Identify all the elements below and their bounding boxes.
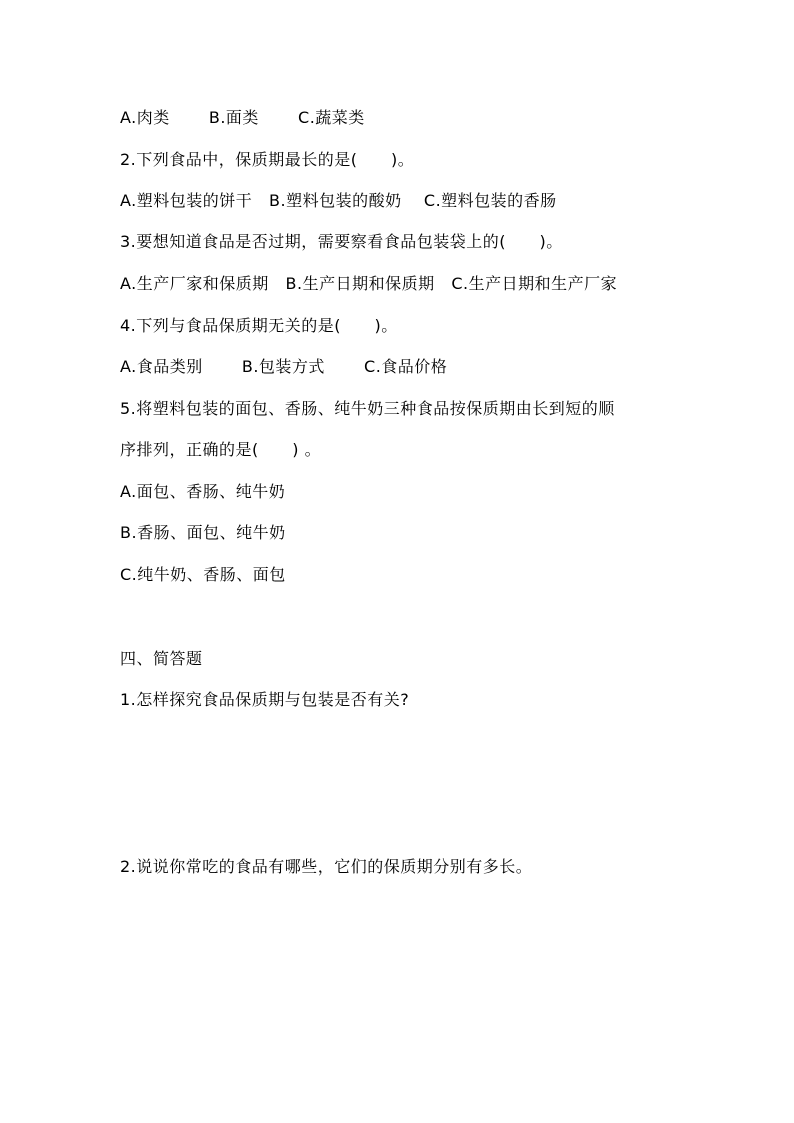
q3-stem: 3.要想知道食品是否过期，需要察看食品包装袋上的( )。: [120, 232, 563, 251]
q4-stem: 4.下列与食品保质期无关的是( )。: [120, 316, 398, 335]
q5-option-b: B.香肠、面包、纯牛奶: [120, 523, 286, 542]
q2-options: A.塑料包装的饼干 B.塑料包装的酸奶 C.塑料包装的香肠: [120, 191, 557, 210]
short-answer-q1: 1.怎样探究食品保质期与包装是否有关?: [120, 690, 410, 709]
q5-option-a: A.面包、香肠、纯牛奶: [120, 482, 286, 501]
q3-options: A.生产厂家和保质期 B.生产日期和保质期 C.生产日期和生产厂家: [120, 274, 618, 293]
q5-stem-line2: 序排列，正确的是( ) 。: [120, 440, 322, 459]
short-answer-q2: 2.说说你常吃的食品有哪些，它们的保质期分别有多长。: [120, 857, 533, 876]
q1-options: A.肉类 B.面类 C.蔬菜类: [120, 108, 365, 127]
section-heading: 四、简答题: [120, 649, 203, 668]
q4-options: A.食品类别 B.包装方式 C.食品价格: [120, 357, 448, 376]
q2-stem: 2.下列食品中，保质期最长的是( )。: [120, 150, 415, 169]
q5-option-c: C.纯牛奶、香肠、面包: [120, 565, 286, 584]
q5-stem-line1: 5.将塑料包装的面包、香肠、纯牛奶三种食品按保质期由长到短的顺: [120, 399, 615, 418]
